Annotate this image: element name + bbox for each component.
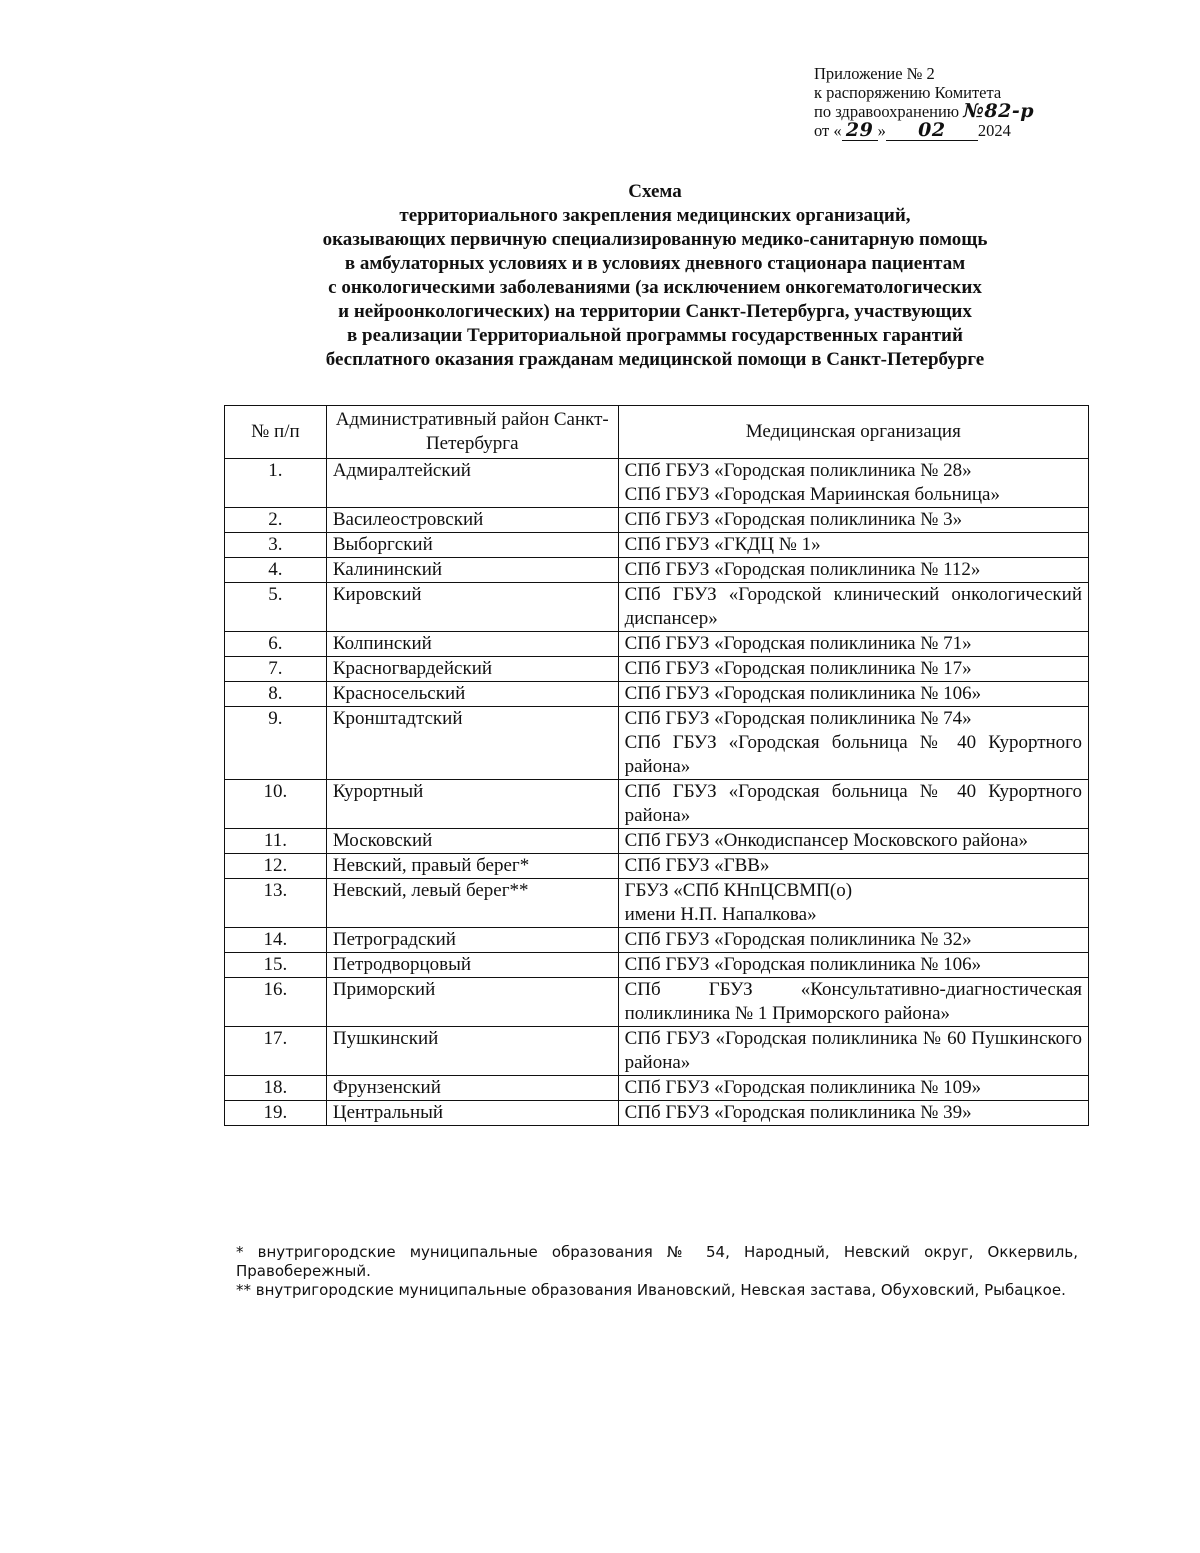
appendix-block: [814, 64, 1074, 141]
organization-name: СПб ГБУЗ «Городская поликлиника № 39»: [624, 1102, 972, 1123]
organization-name: СПб ГБУЗ «Городская поликлиника № 112»: [624, 559, 981, 580]
title-line: оказывающих первичную специализированную медико-санитарную помощь: [322, 229, 988, 250]
table-body: [225, 459, 1089, 1126]
appendix-line-1: Приложение № 2: [814, 64, 935, 83]
organization-name: СПб ГБУЗ «Городская поликлиника № 28»: [624, 460, 972, 481]
row-organizations: [618, 508, 1088, 533]
row-organizations: [618, 1076, 1088, 1101]
row-organizations: [618, 459, 1088, 508]
header-organization: Медицинская организация: [618, 406, 1088, 459]
table-row: [225, 459, 1089, 508]
title-heading: Схема: [628, 181, 682, 202]
table-row: [225, 1101, 1089, 1126]
row-district: Выборгский: [326, 533, 618, 558]
row-district: Василеостровский: [326, 508, 618, 533]
organization-name: имени Н.П. Напалкова»: [624, 904, 817, 925]
title-line: территориального закрепления медицинских организаций,: [399, 205, 911, 226]
row-number: 15.: [225, 953, 327, 978]
row-number: 10.: [225, 780, 327, 829]
row-district: Невский, правый берег*: [326, 854, 618, 879]
row-organizations: [618, 583, 1088, 632]
order-number-handwritten: №82-р: [963, 100, 1035, 122]
row-number: 8.: [225, 682, 327, 707]
header-number: № п/п: [225, 406, 327, 459]
row-organizations: [618, 558, 1088, 583]
organization-name: СПб ГБУЗ «Онкодиспансер Московского района»: [624, 830, 1029, 851]
table-row: [225, 682, 1089, 707]
header-district: Административный район Санкт-Петербурга: [326, 406, 618, 459]
row-number: 6.: [225, 632, 327, 657]
date-prefix: от «: [814, 121, 842, 140]
row-number: 9.: [225, 707, 327, 780]
title-line: в реализации Территориальной программы государственных гарантий: [347, 325, 963, 346]
footnote-2: ** внутригородские муниципальные образования Ивановский, Невская застава, Обуховский, Рыбацкое.: [236, 1281, 1066, 1299]
table-row: [225, 953, 1089, 978]
row-district: Московский: [326, 829, 618, 854]
row-organizations: [618, 829, 1088, 854]
assignment-table: [224, 405, 1089, 1126]
row-organizations: [618, 879, 1088, 928]
table-row: [225, 558, 1089, 583]
row-number: 17.: [225, 1027, 327, 1076]
row-number: 12.: [225, 854, 327, 879]
organization-name: СПб ГБУЗ «Городская больница № 40 Курортного района»: [624, 781, 1082, 826]
row-district: Петроградский: [326, 928, 618, 953]
row-number: 1.: [225, 459, 327, 508]
organization-name: СПб ГБУЗ «Консультативно-диагностическая поликлиника № 1 Приморского района»: [624, 979, 1082, 1024]
table-row: [225, 657, 1089, 682]
row-organizations: [618, 854, 1088, 879]
row-organizations: [618, 1101, 1088, 1126]
table-row: [225, 1076, 1089, 1101]
organization-name: СПб ГБУЗ «Городская больница № 40 Курортного района»: [624, 732, 1082, 777]
table-row: [225, 632, 1089, 657]
table-row: [225, 533, 1089, 558]
row-organizations: [618, 953, 1088, 978]
organization-name: СПб ГБУЗ «Городской клинический онкологический диспансер»: [624, 584, 1082, 629]
table-row: [225, 780, 1089, 829]
organization-name: СПб ГБУЗ «Городская поликлиника № 106»: [624, 954, 982, 975]
row-district: Приморский: [326, 978, 618, 1027]
row-organizations: [618, 1027, 1088, 1076]
table-row: [225, 583, 1089, 632]
row-number: 16.: [225, 978, 327, 1027]
row-number: 4.: [225, 558, 327, 583]
table-row: [225, 928, 1089, 953]
organization-name: СПб ГБУЗ «Городская поликлиника № 3»: [624, 509, 963, 530]
row-district: Адмиралтейский: [326, 459, 618, 508]
row-district: Невский, левый берег**: [326, 879, 618, 928]
date-year: 2024: [977, 121, 1011, 140]
row-organizations: [618, 707, 1088, 780]
row-organizations: [618, 632, 1088, 657]
organization-name: СПб ГБУЗ «ГВВ»: [624, 855, 770, 876]
date-day-handwritten: 29: [845, 119, 874, 141]
title-line: бесплатного оказания гражданам медицинской помощи в Санкт-Петербурге: [325, 349, 985, 370]
table-header-row: [225, 406, 1089, 459]
title-line: с онкологическими заболеваниями (за исключением онкогематологических: [328, 277, 982, 298]
title-line: и нейроонкологических) на территории Санкт-Петербурга, участвующих: [338, 301, 972, 322]
footnote-1: * внутригородские муниципальные образования № 54, Народный, Невский округ, Оккервиль, Правобережный.: [236, 1243, 1078, 1280]
row-number: 2.: [225, 508, 327, 533]
organization-name: СПб ГБУЗ «Городская поликлиника № 74»: [624, 708, 972, 729]
row-organizations: [618, 682, 1088, 707]
organization-name: СПб ГБУЗ «ГКДЦ № 1»: [624, 534, 821, 555]
row-number: 18.: [225, 1076, 327, 1101]
table-row: [225, 829, 1089, 854]
row-organizations: [618, 978, 1088, 1027]
row-district: Колпинский: [326, 632, 618, 657]
table-row: [225, 707, 1089, 780]
row-number: 13.: [225, 879, 327, 928]
organization-name: ГБУЗ «СПб КНпЦСВМП(о): [624, 880, 853, 901]
row-number: 5.: [225, 583, 327, 632]
footnotes: [236, 1243, 1078, 1300]
row-number: 19.: [225, 1101, 327, 1126]
row-organizations: [618, 657, 1088, 682]
row-district: Курортный: [326, 780, 618, 829]
table-row: [225, 508, 1089, 533]
table-row: [225, 1027, 1089, 1076]
organization-name: СПб ГБУЗ «Городская поликлиника № 32»: [624, 929, 972, 950]
title-line: в амбулаторных условиях и в условиях дневного стационара пациентам: [344, 253, 966, 274]
date-month-handwritten: 02: [918, 119, 946, 141]
row-district: Пушкинский: [326, 1027, 618, 1076]
row-number: 14.: [225, 928, 327, 953]
table-row: [225, 854, 1089, 879]
row-district: Центральный: [326, 1101, 618, 1126]
row-district: Кировский: [326, 583, 618, 632]
row-number: 7.: [225, 657, 327, 682]
row-number: 3.: [225, 533, 327, 558]
document-title: [190, 180, 1120, 372]
row-organizations: [618, 928, 1088, 953]
row-district: Кронштадтский: [326, 707, 618, 780]
organization-name: СПб ГБУЗ «Городская поликлиника № 71»: [624, 633, 972, 654]
appendix-date-line: [814, 121, 1074, 141]
row-district: Петродворцовый: [326, 953, 618, 978]
organization-name: СПб ГБУЗ «Городская поликлиника № 17»: [624, 658, 972, 679]
row-organizations: [618, 780, 1088, 829]
table-row: [225, 879, 1089, 928]
row-district: Фрунзенский: [326, 1076, 618, 1101]
appendix-line-3-text: по здравоохранению: [814, 102, 960, 121]
row-district: Красносельский: [326, 682, 618, 707]
organization-name: СПб ГБУЗ «Городская поликлиника № 109»: [624, 1077, 982, 1098]
date-mid: »: [877, 121, 886, 140]
appendix-line-2: к распоряжению Комитета: [814, 83, 1002, 102]
organization-name: СПб ГБУЗ «Городская поликлиника № 106»: [624, 683, 982, 704]
organization-name: СПб ГБУЗ «Городская Мариинская больница»: [624, 484, 1000, 505]
row-district: Калининский: [326, 558, 618, 583]
row-number: 11.: [225, 829, 327, 854]
row-organizations: [618, 533, 1088, 558]
organization-name: СПб ГБУЗ «Городская поликлиника № 60 Пушкинского района»: [624, 1028, 1082, 1073]
table-row: [225, 978, 1089, 1027]
row-district: Красногвардейский: [326, 657, 618, 682]
